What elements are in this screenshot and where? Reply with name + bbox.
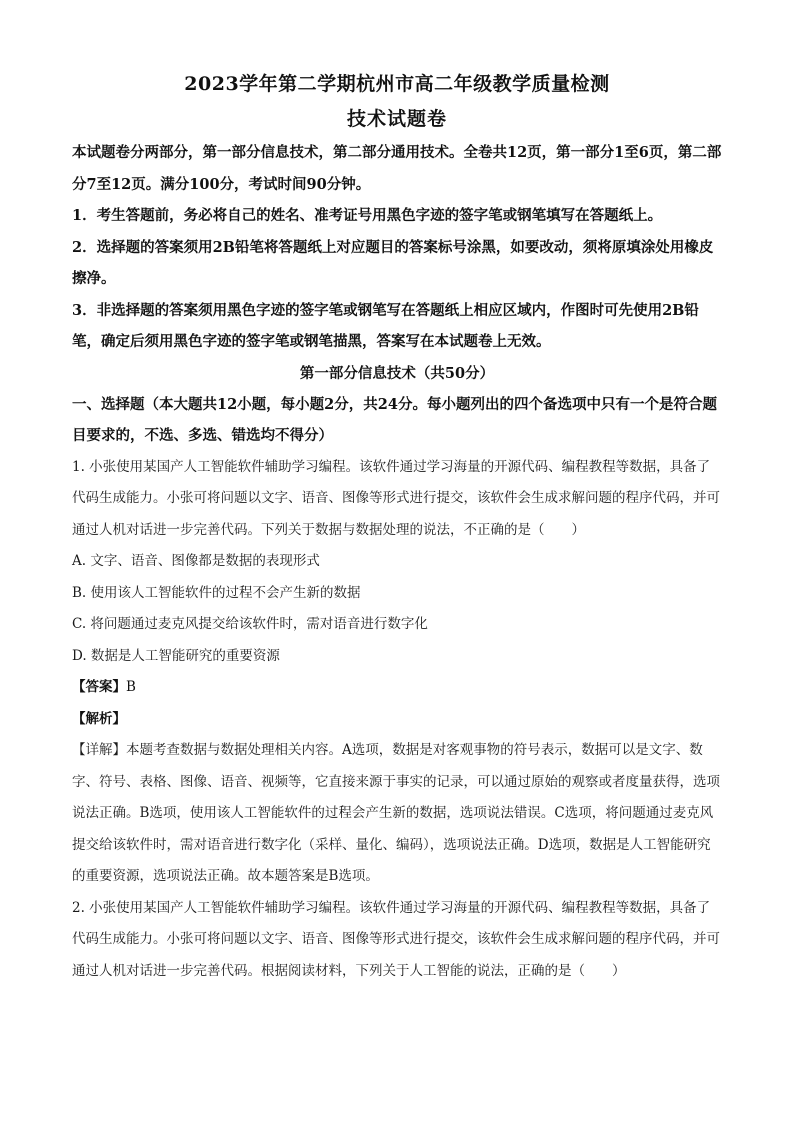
q1-detail — [72, 735, 722, 893]
intro-note-2: 2．选择题的答案须用2B铅笔将答题纸上对应题目的答案标号涂黑，如要改动，须将原填涂处用橡皮擦净。 — [72, 238, 714, 287]
section-heading: 一、选择题（本大题共12小题，每小题2分，共24分。每小题列出的四个备选项中只有一个是符合题目要求的，不选、多选、错选均不得分） — [72, 395, 717, 444]
q1-option-c: C. 将问题通过麦克风提交给该软件时，需对语音进行数字化 — [72, 616, 428, 632]
page-title: 2023学年第二学期杭州市高二年级教学质量检测 — [184, 73, 610, 95]
q1-option-a: A. 文字、语音、图像都是数据的表现形式 — [72, 553, 320, 569]
intro-summary: 本试题卷分两部分，第一部分信息技术，第二部分通用技术。全卷共12页，第一部分1至6页，第二部分7至12页。满分100分，考试时间90分钟。 — [72, 144, 722, 193]
answer-label: 【答案】 — [72, 679, 126, 695]
q1-option-d: D. 数据是人工智能研究的重要资源 — [72, 647, 280, 664]
q1-answer — [72, 672, 722, 704]
intro-note-1: 1．考生答题前，务必将自己的姓名、准考证号用黑色字迹的签字笔或钢笔填写在答题纸上。 — [72, 207, 663, 224]
q1-analysis — [72, 704, 722, 736]
q2-stem: 2. 小张使用某国产人工智能软件辅助学习编程。该软件通过学习海量的开源代码、编程教程等数据，具备了代码生成能力。小张可将问题以文字、语音、图像等形式进行提交，该软件会生成求解问题的程序代码，并可通过人机对话进一步完善代码。根据阅读材料，下列关于人工智能的说法，正确的是（ ） — [72, 899, 720, 979]
q1-option-b: B. 使用该人工智能软件的过程不会产生新的数据 — [72, 584, 361, 601]
intro-note-3: 3．非选择题的答案须用黑色字迹的签字笔或钢笔写在答题纸上相应区域内，作图时可先使用2B铅笔，确定后须用黑色字迹的签字笔或钢笔描黑，答案写在本试题卷上无效。 — [72, 301, 699, 350]
page-subtitle: 技术试题卷 — [346, 108, 447, 130]
q1-stem: 1. 小张使用某国产人工智能软件辅助学习编程。该软件通过学习海量的开源代码、编程教程等数据，具备了代码生成能力。小张可将问题以文字、语音、图像等形式进行提交，该软件会生成求解问题的程序代码，并可通过人机对话进一步完善代码。下列关于数据与数据处理的说法，不正确的是（ ） — [72, 458, 720, 538]
part1-heading: 第一部分信息技术（共50分） — [299, 364, 495, 382]
detail-text: 本题考查数据与数据处理相关内容。A选项，数据是对客观事物的符号表示，数据可以是文字、数字、符号、表格、图像、语音、视频等，它直接来源于事实的记录，可以通过原始的观察或者度量获得，选项说法正确。B选项，使用该人工智能软件的过程会产生新的数据，选项说法错误。C选项，将问题通过麦克风提交给该软件时，需对语音进行数字化（采样、量化、编码），选项说法正确。D选项，数据是人工智能研究的重要资源，选项说法正确。故本题答案是B选项。 — [72, 742, 720, 884]
answer-value: B — [126, 679, 136, 695]
analysis-label: 【解析】 — [72, 710, 126, 727]
detail-label: 【详解】 — [72, 742, 126, 758]
